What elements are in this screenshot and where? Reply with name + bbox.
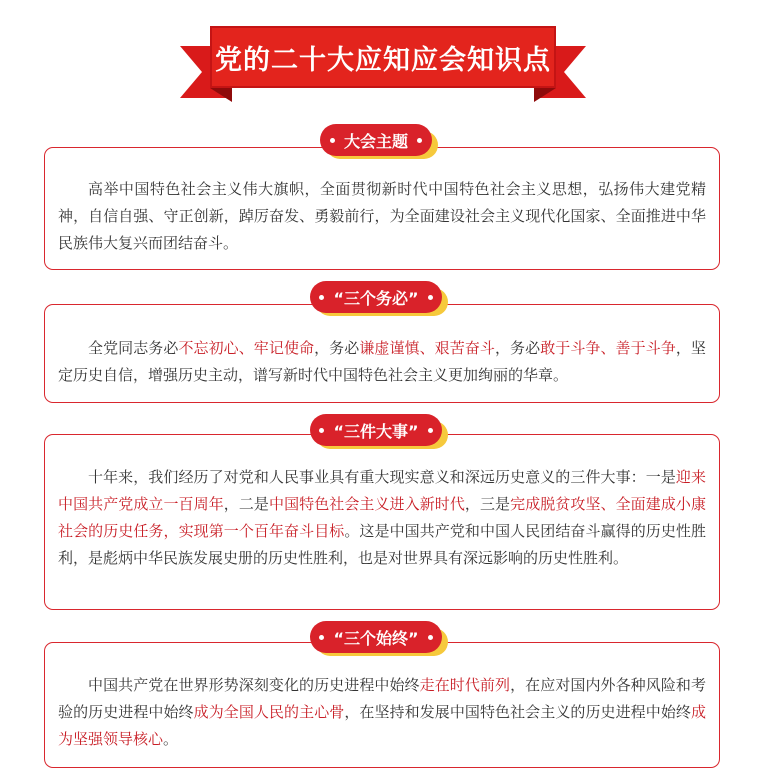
page-title: 党的二十大应知应会知识点 [210, 26, 556, 88]
section-box [44, 147, 720, 270]
section-paragraph [58, 464, 706, 572]
section-tag-label: “三件大事” [333, 421, 419, 441]
paragraph-text: 。这是中国共产党和中国人民团结奋斗赢得的历史性胜利，是彪炳中华民族发展史册的历史性胜利，也是对世界具有深远影响的历史性胜利。 [58, 522, 706, 567]
highlighted-text: 不忘初心、牢记使命 [178, 339, 315, 357]
dot-icon [428, 635, 433, 640]
section-three-events [44, 414, 720, 610]
section-tag [310, 621, 442, 653]
paragraph-text: ，二是 [223, 495, 269, 513]
paragraph-text: 中国共产党在世界形势深刻变化的历史进程中始终 [88, 676, 420, 694]
section-box [44, 434, 720, 610]
highlighted-text: 谦虚谨慎、艰苦奋斗 [359, 339, 495, 357]
dot-icon [319, 295, 324, 300]
dot-icon [417, 138, 422, 143]
section-tag [310, 281, 442, 313]
ribbon-fold-left [210, 88, 232, 102]
section-tag [320, 124, 432, 156]
paragraph-text: 全党同志务必 [88, 339, 179, 357]
highlighted-text: 走在时代前列 [419, 676, 511, 694]
dot-icon [428, 428, 433, 433]
highlighted-text: 完成脱贫攻坚、全面建成小康社会的历史任务，实现第一个百年奋斗目标 [58, 495, 706, 540]
section-paragraph [58, 335, 706, 389]
section-theme [44, 124, 720, 270]
dot-icon [330, 138, 335, 143]
paragraph-text: 高举中国特色社会主义伟大旗帜，全面贯彻新时代中国特色社会主义思想，弘扬伟大建党精神，自信自强、守正创新，踔厉奋发、勇毅前行，为全面建设社会主义现代化国家、全面推进中华民族伟大复兴而团结奋斗。 [58, 180, 706, 252]
section-paragraph [58, 672, 706, 753]
paragraph-text: ，坚定历史自信，增强历史主动，谱写新时代中国特色社会主义更加绚丽的华章。 [58, 339, 706, 384]
highlighted-text: 成为全国人民的主心骨 [193, 703, 345, 721]
section-tag-label: “三个务必” [333, 288, 419, 308]
section-tag-label: 大会主题 [343, 131, 408, 151]
paragraph-text: ，务必 [314, 339, 360, 357]
dot-icon [319, 635, 324, 640]
section-tag [310, 414, 442, 446]
highlighted-text: 敢于斗争、善于斗争 [540, 339, 676, 357]
dot-icon [319, 428, 324, 433]
title-banner [180, 22, 586, 104]
section-box [44, 642, 720, 768]
section-three-musts [44, 281, 720, 403]
paragraph-text: ，务必 [494, 339, 541, 357]
ribbon-fold-right [534, 88, 556, 102]
paragraph-text: ，在坚持和发展中国特色社会主义的历史进程中始终 [344, 703, 691, 721]
section-box [44, 304, 720, 403]
section-paragraph [58, 176, 706, 257]
section-tag-label: “三个始终” [333, 628, 419, 648]
paragraph-text: 十年来，我们经历了对党和人民事业具有重大现实意义和深远历史意义的三件大事：一是 [88, 468, 676, 486]
highlighted-text: 中国特色社会主义进入新时代 [269, 495, 465, 513]
dot-icon [428, 295, 433, 300]
section-three-always [44, 621, 720, 769]
highlighted-text: 迎来中国共产党成立一百周年 [58, 468, 706, 513]
paragraph-text: ，在应对国内外各种风险和考验的历史进程中始终 [58, 676, 706, 721]
highlighted-text: 成为坚强领导核心 [58, 703, 706, 748]
paragraph-text: 。 [163, 730, 179, 748]
paragraph-text: ，三是 [464, 495, 511, 513]
